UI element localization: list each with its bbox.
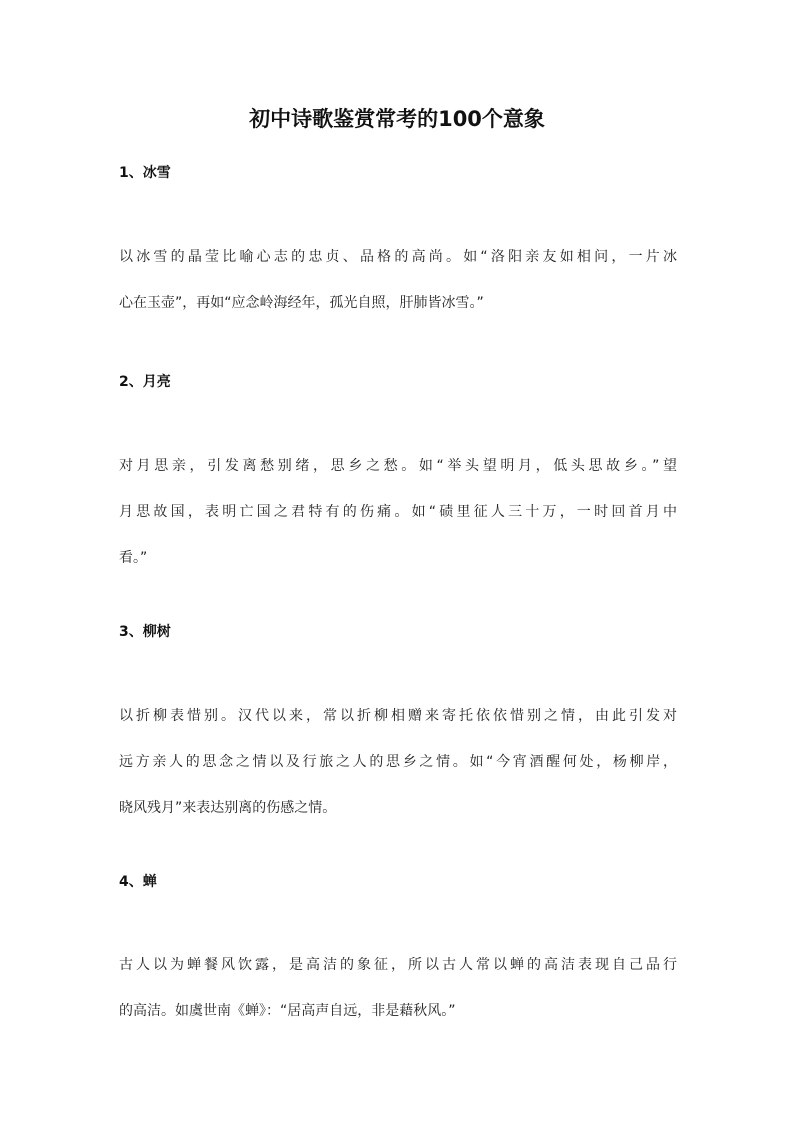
section-paragraph-4: [119, 955, 677, 1021]
paragraph-line: 以冰雪的晶莹比喻心志的忠贞、品格的高尚。如“洛阳亲友如相问，一片冰: [119, 249, 677, 265]
section-heading-3: 3、柳树: [119, 624, 171, 640]
section-heading-4: 4、蝉: [119, 874, 157, 890]
section-paragraph-2: [119, 456, 677, 568]
paragraph-line: 看。”: [119, 550, 148, 566]
paragraph-line: 心在玉壶”，再如“应念岭海经年，孤光自照，肝肺皆冰雪。”: [119, 295, 484, 311]
paragraph-line: 对月思亲，引发离愁别绪，思乡之愁。如“举头望明月，低头思故乡。”望: [119, 458, 677, 474]
paragraph-line: 晓风残月”来表达别离的伤感之情。: [119, 800, 337, 816]
section-heading-1: 1、冰雪: [119, 165, 171, 181]
paragraph-line: 远方亲人的思念之情以及行旅之人的思乡之情。如“今宵酒醒何处，杨柳岸，: [119, 754, 677, 770]
document-title: 初中诗歌鉴赏常考的100个意象: [249, 107, 545, 131]
paragraph-line: 月思故国，表明亡国之君特有的伤痛。如“碛里征人三十万，一时回首月中: [119, 504, 677, 520]
paragraph-line: 古人以为蝉餐风饮露，是高洁的象征，所以古人常以蝉的高洁表现自己品行: [119, 957, 677, 973]
paragraph-line: 以折柳表惜别。汉代以来，常以折柳相赠来寄托依依惜别之情，由此引发对: [119, 708, 677, 724]
section-heading-2: 2、月亮: [119, 374, 171, 390]
paragraph-line: 的高洁。如虞世南《蝉》：“居高声自远，非是藉秋风。”: [119, 1003, 456, 1019]
section-paragraph-1: [119, 247, 677, 313]
section-paragraph-3: [119, 706, 677, 818]
